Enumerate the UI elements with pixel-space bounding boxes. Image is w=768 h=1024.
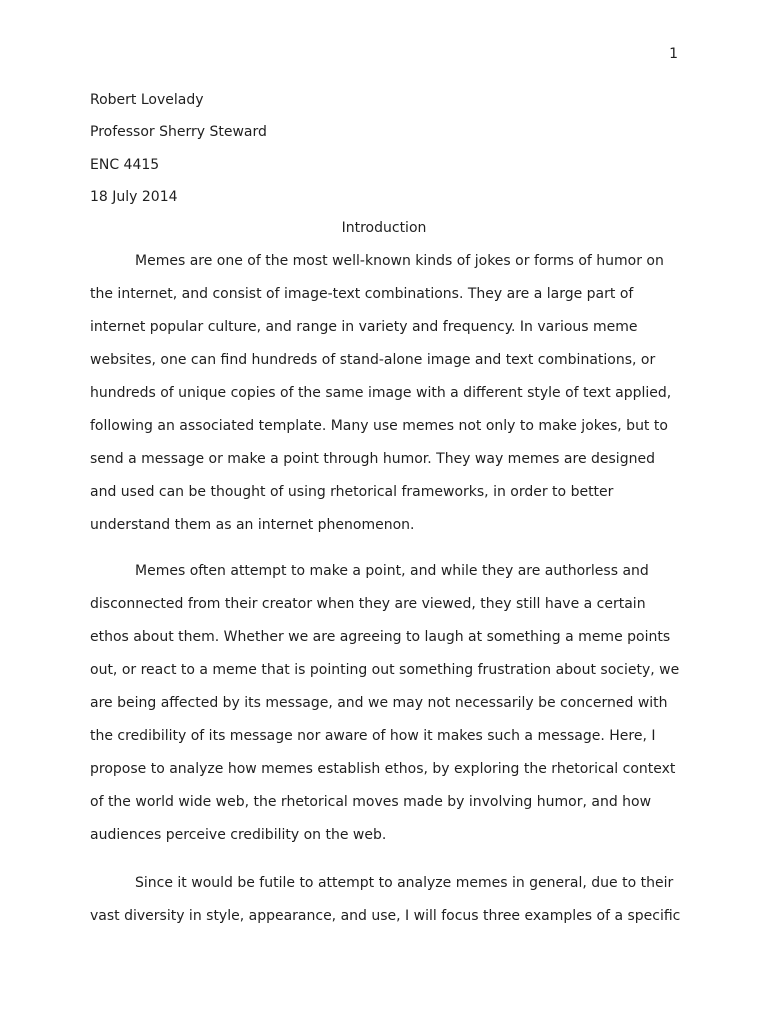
paragraph-line: internet popular culture, and range in variety and frequency. In various meme [90, 319, 638, 335]
paragraph-line: and used can be thought of using rhetorical frameworks, in order to better [90, 484, 614, 500]
date: 18 July 2014 [90, 189, 178, 205]
paragraph-line: the credibility of its message nor aware of how it makes such a message. Here, I [90, 728, 656, 744]
paragraph-line: Memes are one of the most well-known kinds of jokes or forms of humor on [135, 253, 664, 269]
paragraph-line: disconnected from their creator when they are viewed, they still have a certain [90, 596, 646, 612]
paragraph-line: ethos about them. Whether we are agreeing to laugh at something a meme points [90, 629, 671, 645]
professor-name: Professor Sherry Steward [90, 124, 267, 140]
paragraph-line: Since it would be futile to attempt to analyze memes in general, due to their [135, 875, 674, 891]
paragraph-line: of the world wide web, the rhetorical moves made by involving humor, and how [90, 794, 652, 810]
paragraph-line: vast diversity in style, appearance, and use, I will focus three examples of a specific [90, 908, 681, 924]
section-heading: Introduction [341, 220, 427, 236]
paragraph-line: the internet, and consist of image-text combinations. They are a large part of [90, 286, 634, 302]
page-number: 1 [669, 46, 678, 62]
paragraph-line: understand them as an internet phenomenon. [90, 517, 415, 533]
paragraph-line: are being affected by its message, and we may not necessarily be concerned with [90, 695, 668, 711]
course-code: ENC 4415 [90, 157, 160, 173]
paragraph-line: following an associated template. Many use memes not only to make jokes, but to [90, 418, 668, 434]
paragraph-line: out, or react to a meme that is pointing out something frustration about society, we [90, 662, 680, 678]
paragraph-line: audiences perceive credibility on the web. [90, 827, 387, 843]
paragraph-line: hundreds of unique copies of the same image with a different style of text applied, [90, 385, 672, 401]
paragraph-line: Memes often attempt to make a point, and while they are authorless and [135, 563, 649, 579]
paragraph-line: propose to analyze how memes establish ethos, by exploring the rhetorical context [90, 761, 676, 777]
paragraph-line: send a message or make a point through humor. They way memes are designed [90, 451, 655, 467]
paragraph-line: websites, one can find hundreds of stand-alone image and text combinations, or [90, 352, 656, 368]
author-name: Robert Lovelady [90, 92, 204, 108]
